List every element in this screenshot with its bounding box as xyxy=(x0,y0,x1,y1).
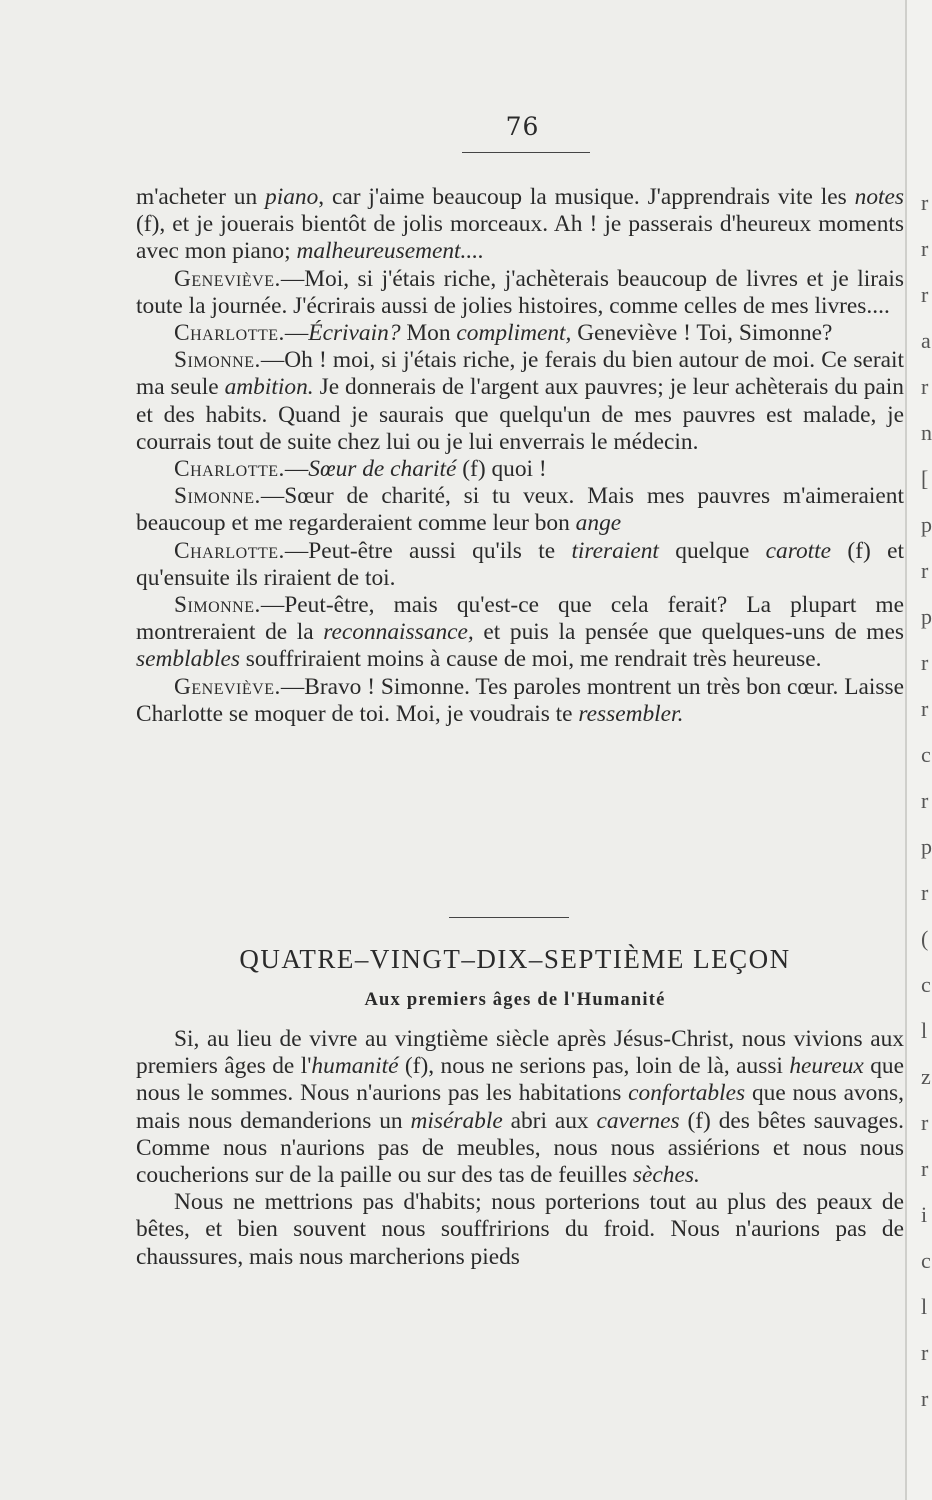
italic-term: ambition. xyxy=(224,374,314,401)
italic-term: misérable xyxy=(410,1107,503,1134)
text-run: (f) des bêtes sauvages. Comme nous n'aurions pas de meubles, nous nous assiérions et nous nous coucherions sur de la paille ou sur des tas de feuilles xyxy=(136,1107,904,1189)
italic-term: compliment, xyxy=(456,320,572,347)
margin-fragment: [ xyxy=(921,466,929,491)
text-run: Geneviève ! Toi, Simonne? xyxy=(571,320,833,347)
margin-fragment: p xyxy=(921,604,932,629)
adjacent-page-edge xyxy=(905,0,932,1500)
text-run: , car j'aime beaucoup la musique. J'apprendrais vite les xyxy=(318,184,855,210)
text-run: —Oh ! moi, si j'étais riche, je ferais du bien autour de moi. Ce serait ma seule xyxy=(136,347,904,401)
paragraph xyxy=(136,1189,904,1271)
text-run: (f), et je jouerais bientôt de jolis morceaux. Ah ! je passerais d'heureux moments avec mon piano; xyxy=(136,211,904,265)
speaker-name: Charlotte. xyxy=(174,320,285,347)
margin-fragment: r xyxy=(921,282,929,307)
italic-term: malheureusement.... xyxy=(296,238,484,265)
continued-paragraph xyxy=(136,184,904,266)
margin-fragment: r xyxy=(921,1110,929,1135)
italic-term: tireraient xyxy=(571,537,659,564)
margin-fragment: l xyxy=(921,1018,928,1043)
italic-term: confortables xyxy=(628,1080,746,1107)
speaker-name: Simonne. xyxy=(174,483,261,510)
italic-term: piano xyxy=(265,184,319,210)
paragraph xyxy=(136,347,904,456)
paragraph xyxy=(136,483,904,537)
text-run: et puis la pensée que quelques-uns de mes xyxy=(473,619,904,646)
margin-fragment: c xyxy=(921,742,931,767)
margin-fragment: r xyxy=(921,880,929,905)
margin-fragment: c xyxy=(921,1248,931,1273)
speaker-name: Simonne. xyxy=(174,592,261,619)
speaker-name: Charlotte. xyxy=(174,537,285,564)
speaker-name: Simonne. xyxy=(174,347,261,374)
text-run: —Peut-être, mais qu'est-ce que cela ferait? La plupart me montreraient de la xyxy=(136,592,904,646)
text-run: Je donnerais de l'argent aux pauvres; je leur achèterais du pain et des habits. Quand je saurais que quelqu'un de mes pauvres est malade, je courrais tout de suite chez lui ou je lui enverrais le médecin. xyxy=(136,374,904,455)
italic-term: cavernes xyxy=(596,1107,680,1134)
margin-fragment: i xyxy=(921,1202,928,1227)
text-run: (f) et qu'ensuite ils riraient de toi. xyxy=(136,537,904,591)
margin-fragment: r xyxy=(921,696,929,721)
italic-term: reconnaissance, xyxy=(323,619,474,646)
margin-fragment: n xyxy=(921,420,932,445)
page-number: 76 xyxy=(505,112,540,141)
margin-fragment: z xyxy=(921,1064,931,1089)
margin-fragment: r xyxy=(921,788,929,813)
margin-fragment: ( xyxy=(921,926,929,951)
text-run: Nous ne mettrions pas d'habits; nous porterions tout au plus des peaux de bêtes, et bien souvent nous souffririons du froid. Nous n'aurions pas de chaussures, mais nous marcherions pieds xyxy=(136,1189,904,1270)
section-divider xyxy=(449,917,569,918)
italic-term: sèches. xyxy=(632,1162,700,1189)
margin-fragment: r xyxy=(921,236,929,261)
speaker-name: Charlotte. xyxy=(174,456,285,483)
italic-term: Écrivain? xyxy=(308,320,401,347)
italic-term: heureux xyxy=(789,1053,864,1080)
paragraph xyxy=(136,320,904,347)
margin-fragment: r xyxy=(921,190,929,215)
text-run: Si, au lieu de vivre au vingtième siècle après Jésus-Christ, nous vivions aux premiers âges de l' xyxy=(136,1026,904,1080)
text-run: Mon xyxy=(400,320,457,347)
margin-fragment: r xyxy=(921,558,929,583)
paragraph xyxy=(136,1026,904,1189)
margin-fragment: r xyxy=(921,374,929,399)
margin-fragment: r xyxy=(921,1386,929,1411)
lesson-title: QUATRE–VINGT–DIX–SEPTIÈME LEÇON xyxy=(239,944,791,974)
paragraph xyxy=(136,266,904,320)
paragraph xyxy=(136,592,904,674)
paragraph xyxy=(136,674,904,728)
dialogue-section xyxy=(136,184,904,728)
italic-term: humanité xyxy=(311,1053,399,1080)
text-run: (f), nous ne serions pas, loin de là, aussi xyxy=(398,1053,790,1080)
italic-term: ange xyxy=(575,510,622,537)
margin-fragment: p xyxy=(921,834,932,859)
italic-term: Sœur de charité xyxy=(308,456,457,483)
text-run: — xyxy=(284,320,309,347)
margin-fragment: r xyxy=(921,650,929,675)
text-run: (f) quoi ! xyxy=(456,456,547,483)
speaker-name: Geneviève. xyxy=(174,265,281,292)
text-run: souffriraient moins à cause de moi, me rendrait très heureuse. xyxy=(239,646,822,673)
text-run: —Bravo ! Simonne. Tes paroles montrent un très bon cœur. Laisse Charlotte se moquer de toi. Moi, je voudrais te xyxy=(136,673,904,727)
margin-fragment: r xyxy=(921,1156,929,1181)
text-run: quelque xyxy=(658,537,766,564)
italic-term: ressembler. xyxy=(578,700,684,727)
text-run: — xyxy=(284,456,309,483)
margin-fragment: l xyxy=(921,1294,928,1319)
text-run: —Sœur de charité, si tu veux. Mais mes pauvres m'aimeraient beaucoup et me regarderaient comme leur bon xyxy=(136,483,904,537)
text-run: que nous avons, mais nous demanderions un xyxy=(136,1080,904,1134)
paragraph xyxy=(136,538,904,592)
margin-fragment: r xyxy=(921,1340,929,1365)
lesson-text xyxy=(136,1026,904,1271)
italic-term: notes xyxy=(854,184,904,210)
page-number-rule xyxy=(462,152,590,153)
paragraph xyxy=(136,456,904,483)
text-run: —Moi, si j'étais riche, j'achèterais beaucoup de livres et je lirais toute la journée. J'écrirais aussi de jolies histoires, comme celles de mes livres.... xyxy=(136,265,904,319)
italic-term: semblables xyxy=(136,646,240,673)
text-run: abri aux xyxy=(502,1107,597,1134)
text-run: que nous le sommes. Nous n'aurions pas les habitations xyxy=(136,1053,904,1107)
speaker-name: Geneviève. xyxy=(174,673,281,700)
margin-fragment: p xyxy=(921,512,932,537)
lesson-subtitle: Aux premiers âges de l'Humanité xyxy=(364,990,666,1010)
italic-term: carotte xyxy=(765,537,832,564)
text-run: m'acheter un xyxy=(136,184,266,210)
margin-fragment: a xyxy=(921,328,931,353)
margin-fragment: c xyxy=(921,972,931,997)
text-run: —Peut-être aussi qu'ils te xyxy=(284,537,572,564)
